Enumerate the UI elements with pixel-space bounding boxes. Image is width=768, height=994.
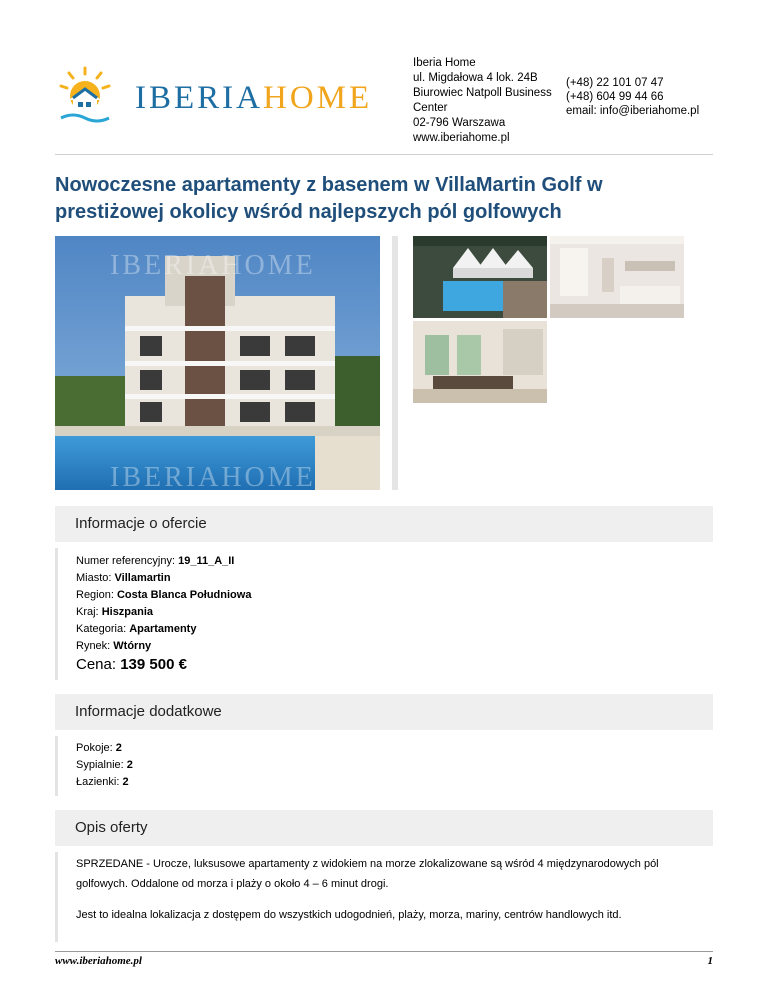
field-value: 2 [122, 776, 129, 788]
field-region [76, 589, 251, 601]
section-heading: Opis oferty [75, 819, 148, 836]
address-line: ul. Migdałowa 4 lok. 24B [413, 72, 538, 84]
apartment-building-exterior-photo [55, 236, 380, 490]
logo-word-home: HOME [263, 80, 373, 116]
header-divider [55, 154, 713, 155]
company-address [413, 56, 563, 146]
field-bedrooms [76, 759, 133, 771]
field-value: Wtórny [113, 640, 152, 652]
living-room-interior-photo [413, 321, 547, 403]
additional-info-header [55, 694, 713, 730]
field-reference-number [76, 555, 234, 567]
description-paragraph: SPRZEDANE - Urocze, luksusowe apartamenty z widokiem na morze zlokalizowane są wśród 4 międzynarodowych pól golfowych. Oddalone od morza i plaży o około 4 – 6 minut drogi. [76, 858, 659, 890]
field-label: Numer referencyjny: [76, 555, 179, 567]
section-heading: Informacje dodatkowe [75, 703, 222, 720]
price-label: Cena: [76, 656, 121, 673]
field-value: 2 [126, 759, 133, 771]
offer-title: Nowoczesne apartamenty z basenem w VillaMartin Golf w prestiżowej okolicy wśród najlepszych pól golfowych [55, 174, 603, 223]
page-number: 1 [707, 955, 713, 967]
field-label: Sypialnie: [76, 759, 127, 771]
email-address[interactable]: email: info@iberiahome.pl [566, 105, 700, 117]
website-link[interactable]: www.iberiahome.pl [413, 132, 510, 144]
logo-wordmark [135, 80, 372, 117]
description-paragraph: Jest to idealna lokalizacja z dostępem do wszystkich udogodnień, plaży, morza, mariny, centrów handlowych itd. [76, 909, 622, 921]
field-label: Łazienki: [76, 776, 123, 788]
description-header [55, 810, 713, 846]
thumbnail-photo[interactable] [413, 236, 547, 318]
watermark-text: IBERIAHOME [110, 462, 316, 490]
company-contact [566, 76, 699, 118]
field-city [76, 572, 171, 584]
field-label: Region: [76, 589, 117, 601]
thumbnail-photo[interactable] [413, 321, 547, 403]
field-label: Pokoje: [76, 742, 116, 754]
address-line: Biurowiec Natpoll Business [413, 87, 552, 99]
mobile-number[interactable]: (+48) 604 99 44 66 [566, 91, 664, 103]
field-label: Rynek: [76, 640, 114, 652]
field-value: Hiszpania [101, 606, 154, 618]
field-label: Kategoria: [76, 623, 130, 635]
price-value: 139 500 € [120, 656, 187, 673]
field-label: Miasto: [76, 572, 115, 584]
field-bathrooms [76, 776, 129, 788]
field-value: Apartamenty [129, 623, 197, 635]
address-line: Center [413, 102, 448, 114]
kitchen-interior-photo [550, 236, 684, 318]
pool-terrace-photo [413, 236, 547, 318]
description-body [55, 852, 716, 942]
footer-divider [55, 951, 713, 952]
field-value: Costa Blanca Południowa [116, 589, 252, 601]
offer-info-header [55, 506, 713, 542]
address-line: Iberia Home [413, 57, 476, 69]
footer-website-link[interactable]: www.iberiahome.pl [55, 955, 142, 967]
field-market [76, 640, 151, 652]
offer-info-body [55, 548, 716, 680]
iberia-home-logo [55, 64, 375, 126]
field-value: 2 [115, 742, 122, 754]
field-category [76, 623, 196, 635]
field-value: 19_11_A_II [178, 555, 235, 567]
field-country [76, 606, 153, 618]
thumbnail-photo[interactable] [550, 236, 684, 318]
section-heading: Informacje o ofercie [75, 515, 207, 532]
price [76, 656, 187, 673]
phone-number[interactable]: (+48) 22 101 07 47 [566, 77, 664, 89]
address-line: 02-796 Warszawa [413, 117, 506, 129]
logo-word-iberia: IBERIA [135, 80, 263, 116]
sun-house-logo-icon [55, 64, 133, 126]
photo-divider [392, 236, 398, 490]
main-photo[interactable] [55, 236, 380, 490]
watermark-text: IBERIAHOME [110, 250, 316, 281]
field-value: Villamartin [114, 572, 171, 584]
additional-info-body [55, 736, 716, 796]
field-rooms [76, 742, 122, 754]
field-label: Kraj: [76, 606, 102, 618]
